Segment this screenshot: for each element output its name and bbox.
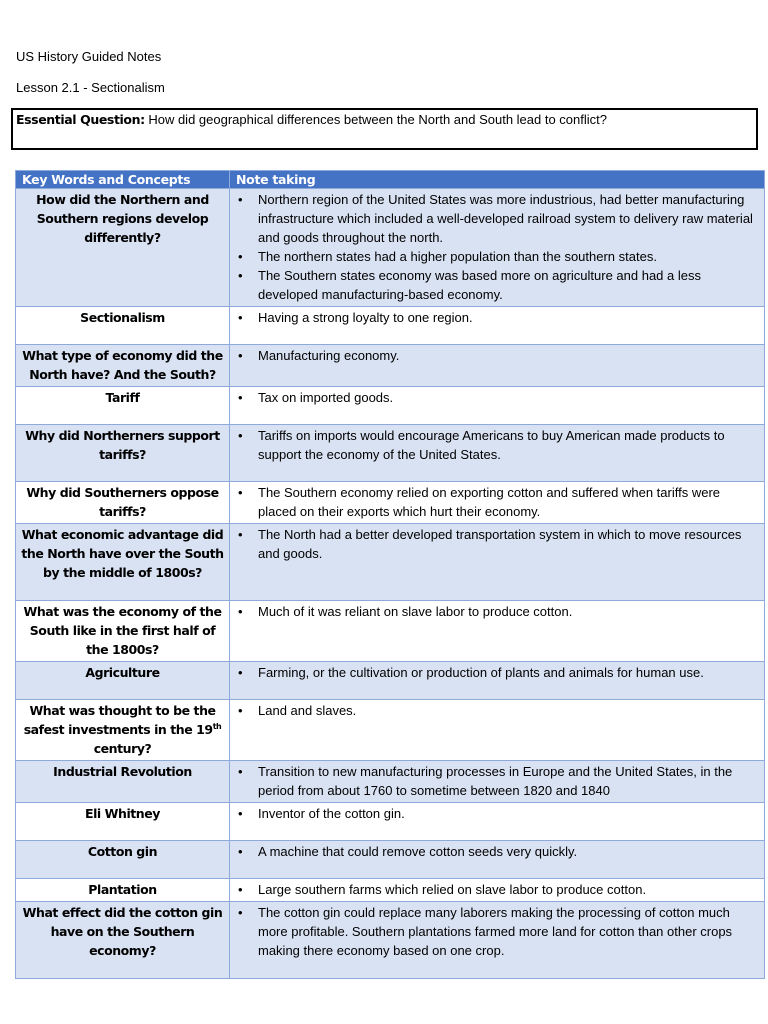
row-term: What type of economy did the North have? And the South? (16, 345, 230, 387)
row-notes (230, 482, 765, 524)
table-row (16, 902, 765, 979)
row-notes (230, 761, 765, 803)
row-term (16, 700, 230, 761)
row-notes (230, 524, 765, 601)
note-item: • Manufacturing economy. (234, 346, 760, 365)
row-term: Industrial Revolution (16, 761, 230, 803)
row-term: What economic advantage did the North have over the South by the middle of 1800s? (16, 524, 230, 601)
row-notes (230, 345, 765, 387)
row-notes (230, 662, 765, 700)
note-item: • A machine that could remove cotton seeds very quickly. (234, 842, 760, 861)
note-item: • The northern states had a higher population than the southern states. (234, 247, 760, 266)
table-row (16, 601, 765, 662)
note-item: • Northern region of the United States was more industrious, had better manufacturing infrastructure which included a well-developed railroad system to delivery raw material and goods throughout the north. (234, 190, 760, 247)
row-term: Why did Northerners support tariffs? (16, 425, 230, 482)
table-row (16, 761, 765, 803)
row-term: Why did Southerners oppose tariffs? (16, 482, 230, 524)
note-item: • Farming, or the cultivation or production of plants and animals for human use. (234, 663, 760, 682)
table-row (16, 482, 765, 524)
table-row (16, 307, 765, 345)
table-row (16, 662, 765, 700)
row-term-superscript: th (212, 721, 222, 731)
header-note-taking: Note taking (230, 171, 765, 189)
row-term: Tariff (16, 387, 230, 425)
row-term: How did the Northern and Southern regions develop differently? (16, 189, 230, 307)
document-title: US History Guided Notes (16, 49, 162, 64)
table-row (16, 700, 765, 761)
note-item: • Transition to new manufacturing processes in Europe and the United States, in the period from about 1760 to sometime between 1820 and 1840 (234, 762, 760, 800)
table-row (16, 345, 765, 387)
row-notes (230, 700, 765, 761)
essential-question-box (11, 108, 758, 150)
row-term-text-end: century? (93, 741, 152, 756)
row-notes (230, 189, 765, 307)
note-item: • Large southern farms which relied on slave labor to produce cotton. (234, 880, 760, 899)
row-notes (230, 879, 765, 902)
essential-question-text: How did geographical differences between the North and South lead to conflict? (144, 112, 607, 127)
note-item: • The Southern economy relied on exporting cotton and suffered when tariffs were placed on their exports which hurt their economy. (234, 483, 760, 521)
table-row (16, 189, 765, 307)
row-notes (230, 841, 765, 879)
row-notes (230, 307, 765, 345)
table-row (16, 803, 765, 841)
row-term: Sectionalism (16, 307, 230, 345)
row-notes (230, 803, 765, 841)
note-item: • Having a strong loyalty to one region. (234, 308, 760, 327)
table-row (16, 524, 765, 601)
lesson-title: Lesson 2.1 - Sectionalism (16, 80, 165, 95)
note-item: • The Southern states economy was based more on agriculture and had a less developed manufacturing-based economy. (234, 266, 760, 304)
note-item: • Tax on imported goods. (234, 388, 760, 407)
table-row (16, 841, 765, 879)
table-row (16, 387, 765, 425)
table-header-row (16, 171, 765, 189)
note-item: • Land and slaves. (234, 701, 760, 720)
row-term: Eli Whitney (16, 803, 230, 841)
row-notes (230, 425, 765, 482)
note-item: • Tariffs on imports would encourage Americans to buy American made products to support the economy of the United States. (234, 426, 760, 464)
row-term: What effect did the cotton gin have on the Southern economy? (16, 902, 230, 979)
row-term: Agriculture (16, 662, 230, 700)
row-notes (230, 601, 765, 662)
essential-question-label: Essential Question: (16, 112, 145, 127)
row-term-text: What was thought to be the safest investments in the 19 (23, 703, 216, 737)
row-term: Plantation (16, 879, 230, 902)
row-notes (230, 387, 765, 425)
note-item: • The North had a better developed transportation system in which to move resources and goods. (234, 525, 760, 563)
notes-table (15, 170, 765, 979)
row-term: Cotton gin (16, 841, 230, 879)
row-term: What was the economy of the South like in the first half of the 1800s? (16, 601, 230, 662)
row-notes (230, 902, 765, 979)
note-item: • Inventor of the cotton gin. (234, 804, 760, 823)
note-item: • Much of it was reliant on slave labor to produce cotton. (234, 602, 760, 621)
table-row (16, 879, 765, 902)
note-item: • The cotton gin could replace many laborers making the processing of cotton much more profitable. Southern plantations farmed more land for cotton than other crops making there economy based on one crop. (234, 903, 760, 960)
table-row (16, 425, 765, 482)
header-key-words: Key Words and Concepts (16, 171, 230, 189)
